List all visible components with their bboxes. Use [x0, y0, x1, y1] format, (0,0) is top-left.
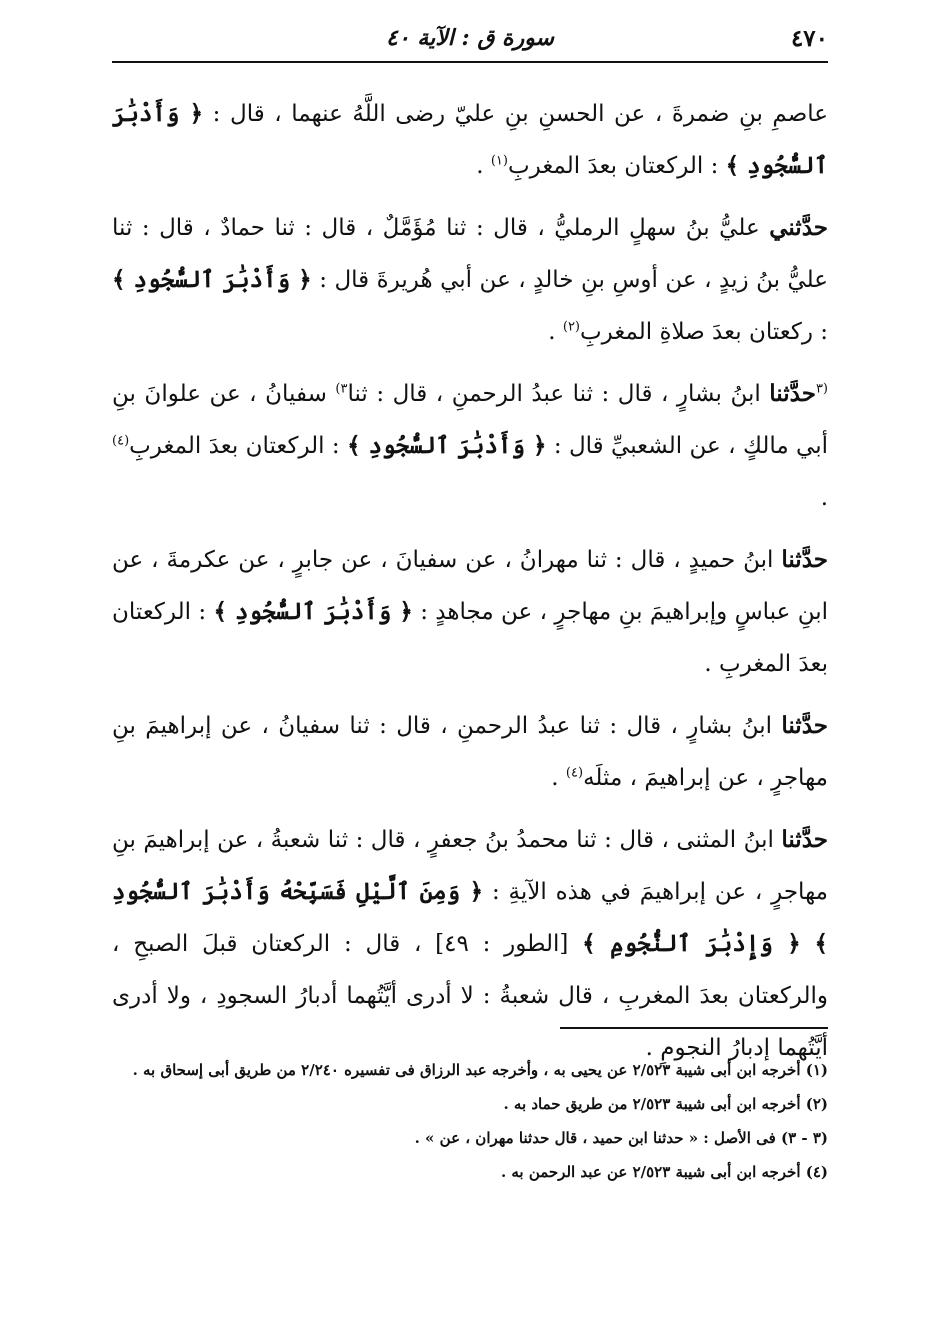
quran-verse: ﴿ وَأَدْبَٰرَ ٱلسُّجُودِ ﴾: [112, 100, 828, 179]
footnote-ref: (٤): [112, 433, 130, 449]
text-run: : الركعتان بعدَ المغربِ: [129, 433, 348, 459]
footnote-3: (٣ - ٣) فى الأصل : « حدثنا ابن حميد ، قال حدثنا مهران ، عن » .: [414, 1129, 828, 1147]
text-run: [801, 931, 815, 957]
text-run: .: [551, 765, 566, 791]
footnote-ref: (٢): [562, 319, 580, 335]
text-run: : ركعتان بعدَ صلاةِ المغربِ: [580, 319, 828, 345]
quran-verse: ﴿ وَأَدْبَٰرَ ٱلسُّجُودِ ﴾: [347, 432, 547, 459]
paragraph-1: [112, 88, 828, 192]
footnote-rule: [560, 1027, 828, 1029]
hadith-lead-word: حدَّثنا: [769, 380, 816, 407]
footnotes: [112, 1055, 828, 1191]
footnote-ref: (٤): [565, 765, 584, 781]
text-run: عاصمِ بنِ ضمرةَ ، عن الحسنِ بنِ عليّ رضى اللَّهُ عنهما ، قال :: [203, 101, 828, 127]
text-run: ابنُ بشارٍ ، قال : ثنا عبدُ الرحمنِ ، قال : ثنا سفيانُ ، عن إبراهيمَ بنِ مهاجرٍ ، عن إبراهيمَ ، مثلَه: [112, 713, 828, 791]
text-run: : الركعتان بعدَ المغربِ: [507, 153, 726, 179]
text-run: ابنُ المثنى ، قال : ثنا محمدُ بنُ جعفرٍ ، قال : ثنا شعبةُ ، عن إبراهيمَ بنِ مهاجرٍ ، عن إبراهيمَ في هذه الآيةِ :: [112, 827, 828, 905]
text-run: .: [548, 319, 563, 345]
paragraph-3: [112, 368, 828, 524]
text-run: [الطور : ٤٩] ، قال : الركعتان قبلَ الصبحِ ، والركعتان بعدَ المغربِ ، قال شعبةُ : لا أدرى أيَّتُهما أدبارُ السجودِ ، ولا أدرى أيَّتُهما إدبارُ النجومِ .: [112, 931, 828, 1061]
paragraph-2: [112, 202, 828, 358]
text-run: : الركعتان بعدَ المغربِ .: [112, 599, 828, 677]
text-run: ابنُ بشارٍ ، قال : ثنا عبدُ الرحمنِ ، قال : ثنا: [347, 381, 770, 407]
text-run: عليُّ بنُ سهلٍ الرمليُّ ، قال : ثنا مُؤَمَّلٌ ، قال : ثنا حمادٌ ، قال : ثنا عليُّ بنُ زيدٍ ، عن أوسِ بنِ خالدٍ ، عن أبي هُريرةَ قال :: [112, 215, 829, 293]
hadith-lead-word: حدَّثنا: [781, 546, 828, 573]
footnote-4: (٤) أخرجه ابن أبى شيبة ٢/٥٢٣ عن عبد الرحمن به .: [500, 1163, 828, 1181]
quran-verse: ﴿ وَأَدْبَٰرَ ٱلسُّجُودِ ﴾: [112, 266, 312, 293]
quran-verse: ﴿ وَأَدْبَٰرَ ٱلسُّجُودِ ﴾: [213, 598, 413, 625]
text-run: .: [820, 485, 828, 511]
text-run: ابنُ حميدٍ ، قال : ثنا مهرانُ ، عن سفيانَ ، عن جابرٍ ، عن عكرمةَ ، عن ابنِ عباسٍ وإبراهيمَ بنِ مهاجرٍ ، عن مجاهدٍ :: [112, 547, 829, 625]
hadith-lead-word: حدَّثنا: [781, 826, 828, 853]
main-text: [112, 88, 828, 1084]
header-rule: [112, 61, 828, 63]
hadith-lead-word: حدَّثنا: [781, 712, 828, 739]
quran-verse: ﴿ وَمِنَ ٱلَّيْلِ فَسَبِّحْهُ وَأَدْبَٰرَ ٱلسُّجُودِ ﴾: [112, 878, 829, 957]
quran-verse: ﴿ وَإِدْبَٰرَ ٱلنُّجُومِ ﴾: [582, 930, 801, 957]
paragraph-4: [112, 534, 828, 690]
hadith-lead-word: حدَّثني: [769, 214, 828, 241]
paragraph-6: [112, 814, 828, 1074]
footnote-ref: (٣: [815, 381, 828, 397]
text-run: .: [476, 153, 491, 179]
page-header: [112, 18, 828, 58]
footnote-1: (١) أخرجه ابن أبى شيبة ٢/٥٢٣ عن يحيى به ، وأخرجه عبد الرزاق فى تفسيره ٢/٢٤٠ من طريق أبى إسحاق به .: [132, 1061, 828, 1079]
footnote-ref: ٣): [335, 381, 348, 397]
page-number: ٤٧٠: [790, 24, 828, 52]
footnote-2: (٢) أخرجه ابن أبى شيبة ٢/٥٢٣ من طريق حماد به .: [503, 1095, 828, 1113]
running-head: سورة ق : الآية ٤٠: [386, 25, 554, 51]
text-run: سفيانُ ، عن علوانَ بنِ أبي مالكٍ ، عن الشعبيِّ قال :: [112, 381, 828, 459]
footnote-ref: (١): [490, 153, 508, 169]
paragraph-5: [112, 700, 828, 804]
